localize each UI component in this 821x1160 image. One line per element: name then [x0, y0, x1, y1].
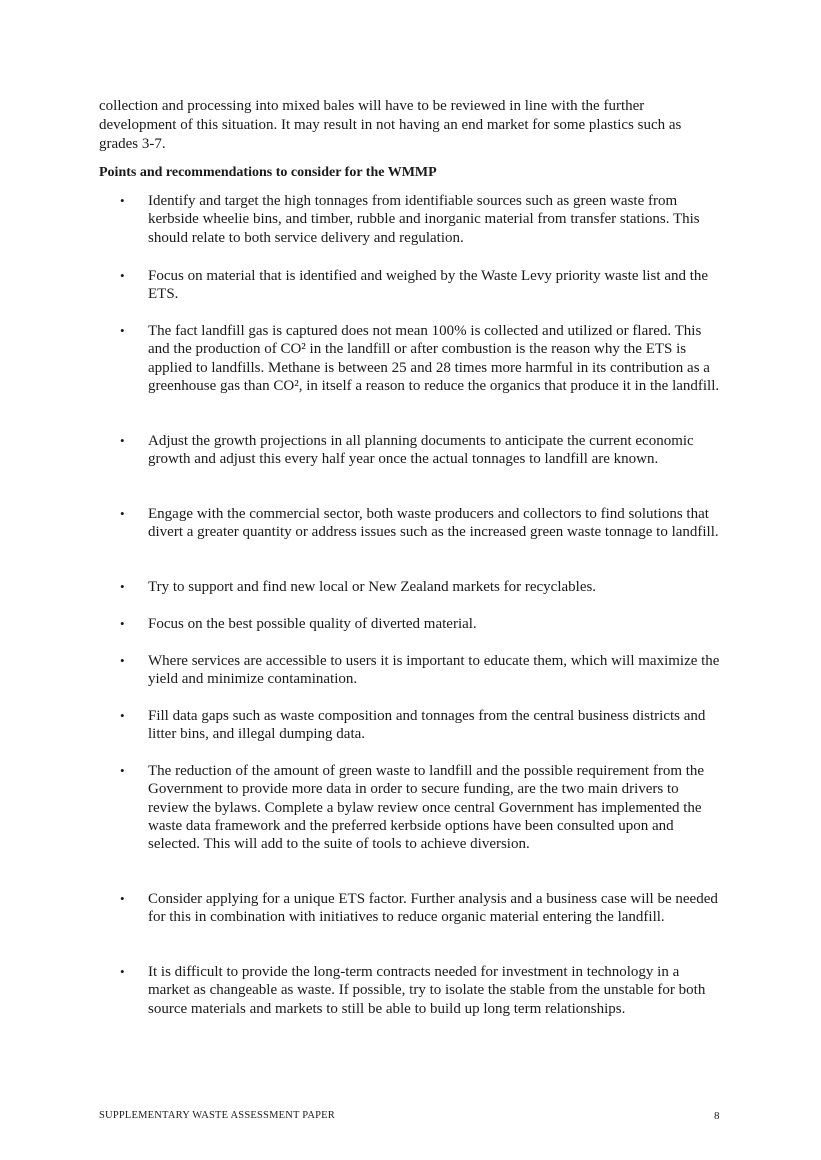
- list-item-text: Engage with the commercial sector, both waste producers and collectors to find solutions that divert a greater quantity or address issues such as the increased green waste tonnage to landfill.: [148, 506, 719, 541]
- page-number: 8: [714, 1110, 720, 1122]
- section-heading: Points and recommendations to consider for the WMMP: [99, 165, 437, 180]
- bullet-icon: •: [120, 891, 125, 906]
- bullet-icon: •: [120, 653, 125, 668]
- bullet-icon: •: [120, 708, 125, 723]
- list-item: [120, 505, 720, 542]
- list-item-text: The fact landfill gas is captured does not mean 100% is collected and utilized or flared. This and the production of CO² in the landfill or after combustion is the reason why the ETS is applied to landfills. Methane is between 25 and 28 times more harmful in its contribution as a greenhouse gas than CO², in itself a reason to reduce the organics that produce it in the landfill.: [148, 323, 720, 394]
- bullet-icon: •: [120, 323, 125, 338]
- list-item: [120, 432, 720, 469]
- bullet-icon: •: [120, 506, 125, 521]
- bullet-icon: •: [120, 763, 125, 778]
- list-item: [120, 707, 720, 744]
- list-item-text: Fill data gaps such as waste composition and tonnages from the central business districts and litter bins, and illegal dumping data.: [148, 708, 706, 743]
- list-item: [120, 652, 720, 689]
- bullet-icon: •: [120, 433, 125, 448]
- list-item-text: The reduction of the amount of green waste to landfill and the possible requirement from the Government to provide more data in order to secure funding, are the two main drivers to review the bylaws. Complete a bylaw review once central Government has implemented the waste data framework and the preferred kerbside options have been consulted upon and selected. This will add to the suite of tools to achieve diversion.: [148, 763, 705, 853]
- list-item-text: Identify and target the high tonnages from identifiable sources such as green waste from kerbside wheelie bins, and timber, rubble and inorganic material from transfer stations. This should relate to both service delivery and regulation.: [148, 193, 700, 246]
- bullet-icon: •: [120, 193, 125, 208]
- list-item: [120, 615, 720, 633]
- list-item: [120, 322, 720, 395]
- bullet-icon: •: [120, 964, 125, 979]
- list-item-text: Try to support and find new local or New Zealand markets for recyclables.: [148, 579, 597, 595]
- list-item: [120, 762, 720, 853]
- bullet-icon: •: [120, 616, 125, 631]
- list-item: [120, 267, 720, 304]
- list-item-text: Where services are accessible to users it is important to educate them, which will maximize the yield and minimize contamination.: [148, 653, 720, 688]
- footer-title: SUPPLEMENTARY WASTE ASSESSMENT PAPER: [99, 1110, 335, 1121]
- bullet-icon: •: [120, 579, 125, 594]
- list-item: [120, 963, 720, 1018]
- list-item: [120, 890, 720, 927]
- list-item-text: It is difficult to provide the long-term contracts needed for investment in technology in a market as changeable as waste. If possible, try to isolate the stable from the unstable for both source materials and markets to still be able to build up long term relationships.: [148, 964, 706, 1017]
- bullet-icon: •: [120, 268, 125, 283]
- intro-paragraph: collection and processing into mixed bales will have to be reviewed in line with the further development of this situation. It may result in not having an end market for some plastics such as grades 3-7.: [99, 98, 682, 152]
- list-item-text: Adjust the growth projections in all planning documents to anticipate the current economic growth and adjust this every half year once the actual tonnages to landfill are known.: [148, 433, 694, 468]
- list-item-text: Consider applying for a unique ETS factor. Further analysis and a business case will be needed for this in combination with initiatives to reduce organic material entering the landfill.: [148, 891, 718, 926]
- list-item: [120, 192, 720, 247]
- list-item: [120, 578, 720, 596]
- list-item-text: Focus on material that is identified and weighed by the Waste Levy priority waste list and the ETS.: [148, 268, 709, 303]
- list-item-text: Focus on the best possible quality of diverted material.: [148, 616, 477, 632]
